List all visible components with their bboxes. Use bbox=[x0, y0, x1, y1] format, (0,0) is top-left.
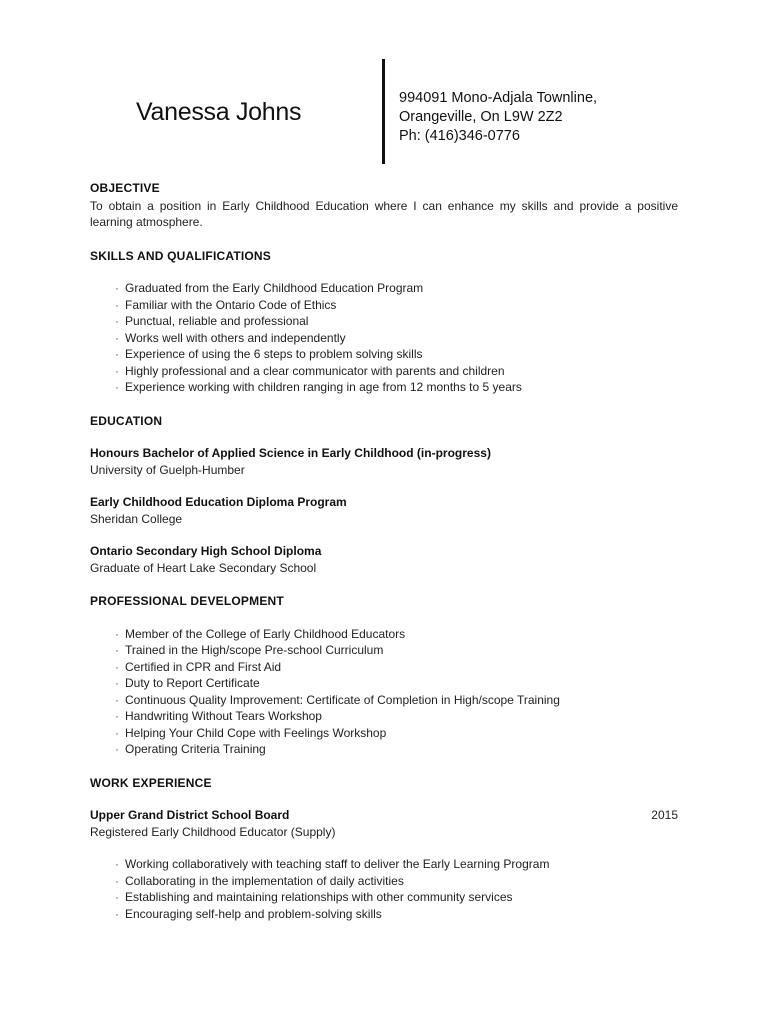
list-item: · Graduated from the Early Childhood Education Program bbox=[115, 280, 678, 297]
list-item: · Experience of using the 6 steps to problem solving skills bbox=[115, 346, 678, 363]
list-item: · Working collaboratively with teaching staff to deliver the Early Learning Program bbox=[115, 856, 678, 873]
list-item: · Establishing and maintaining relationships with other community services bbox=[115, 889, 678, 906]
list-item: · Encouraging self-help and problem-solving skills bbox=[115, 906, 678, 923]
list-item: · Highly professional and a clear communicator with parents and children bbox=[115, 363, 678, 380]
education-school: Sheridan College bbox=[90, 511, 183, 526]
work-duties-list bbox=[90, 856, 678, 922]
list-item: · Works well with others and independently bbox=[115, 330, 678, 347]
list-item: · Helping Your Child Cope with Feelings Workshop bbox=[115, 725, 678, 742]
list-item: · Certified in CPR and First Aid bbox=[115, 659, 678, 676]
education-degree: Honours Bachelor of Applied Science in Early Childhood (in-progress) bbox=[90, 446, 491, 460]
resume-body bbox=[90, 180, 678, 922]
professional-development-list bbox=[90, 626, 678, 758]
objective-heading: OBJECTIVE bbox=[90, 181, 160, 195]
list-item: · Collaborating in the implementation of daily activities bbox=[115, 873, 678, 890]
list-item: · Operating Criteria Training bbox=[115, 741, 678, 758]
contact-block bbox=[399, 89, 597, 146]
objective-text: To obtain a position in Early Childhood Education where I can enhance my skills and provide a positive learning atmosphere. bbox=[90, 198, 678, 229]
employment-year: 2015 bbox=[651, 808, 678, 822]
applicant-name: Vanessa Johns bbox=[136, 98, 302, 126]
phone-number: Ph: (416)346-0776 bbox=[399, 128, 520, 144]
employer-name: Upper Grand District School Board bbox=[90, 808, 290, 822]
education-degree: Ontario Secondary High School Diploma bbox=[90, 544, 322, 558]
list-item: · Punctual, reliable and professional bbox=[115, 313, 678, 330]
address-line-2: Orangeville, On L9W 2Z2 bbox=[399, 109, 563, 125]
professional-development-heading: PROFESSIONAL DEVELOPMENT bbox=[90, 594, 284, 608]
header-divider bbox=[382, 59, 385, 164]
address-line-1: 994091 Mono-Adjala Townline, bbox=[399, 90, 598, 106]
job-role: Registered Early Childhood Educator (Supply) bbox=[90, 824, 336, 839]
list-item: · Duty to Report Certificate bbox=[115, 675, 678, 692]
list-item: · Experience working with children ranging in age from 12 months to 5 years bbox=[115, 379, 678, 396]
list-item: · Handwriting Without Tears Workshop bbox=[115, 708, 678, 725]
list-item: · Member of the College of Early Childhood Educators bbox=[115, 626, 678, 643]
list-item: · Trained in the High/scope Pre-school Curriculum bbox=[115, 642, 678, 659]
employer-row bbox=[90, 807, 678, 824]
education-degree: Early Childhood Education Diploma Program bbox=[90, 495, 347, 509]
education-heading: EDUCATION bbox=[90, 413, 163, 428]
education-school: Graduate of Heart Lake Secondary School bbox=[90, 560, 317, 575]
skills-heading: SKILLS AND QUALIFICATIONS bbox=[90, 248, 271, 263]
work-experience-heading: WORK EXPERIENCE bbox=[90, 775, 212, 790]
list-item: · Continuous Quality Improvement: Certificate of Completion in High/scope Training bbox=[115, 692, 678, 709]
list-item: · Familiar with the Ontario Code of Ethics bbox=[115, 297, 678, 314]
skills-list bbox=[90, 280, 678, 396]
education-school: University of Guelph-Humber bbox=[90, 462, 245, 477]
